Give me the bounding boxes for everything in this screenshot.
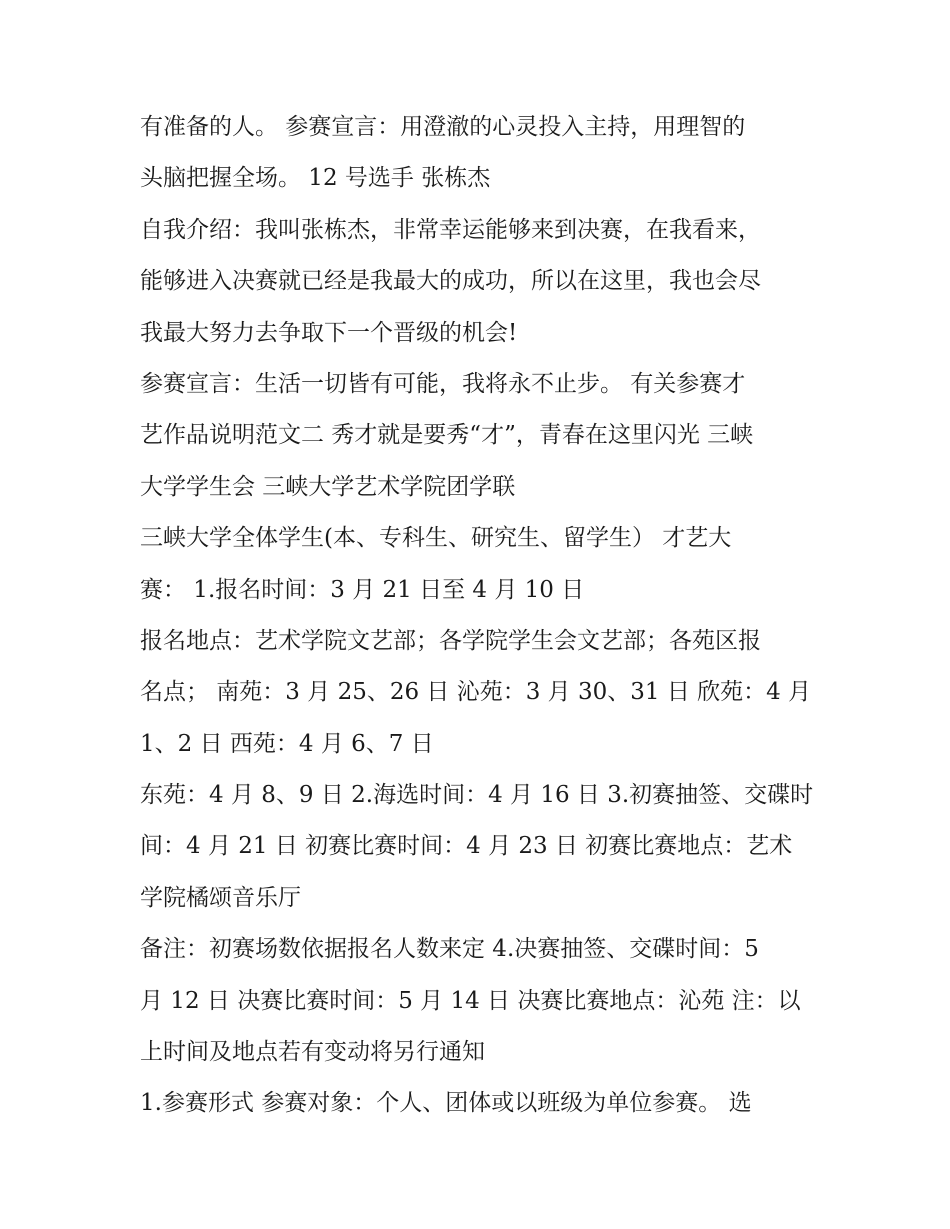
text-line-15: 间：4 月 21 日 初赛比赛时间：4 月 23 日 初赛比赛地点：艺术 [140,833,793,860]
text-line-17: 备注：初赛场数依据报名人数来定 4.决赛抽签、交碟时间：5 [140,936,759,963]
text-line-14: 东苑：4 月 8、9 日 2.海选时间：4 月 16 日 3.初赛抽签、交碟时 [140,782,814,809]
body-text [140,102,820,1130]
text-line-11: 报名地点：艺术学院文艺部；各学院学生会文艺部；各苑区报 [140,627,761,654]
text-line-6: 参赛宣言：生活一切皆有可能，我将永不止步。 有关参赛才 [140,370,746,397]
text-line-8: 大学学生会 三峡大学艺术学院团学联 [140,473,516,500]
text-line-1: 有准备的人。 参赛宣言：用澄澈的心灵投入主持，用理智的 [140,114,746,140]
text-line-4: 能够进入决赛就已经是我最大的成功，所以在这里，我也会尽 [140,268,761,295]
text-line-16: 学院橘颂音乐厅 [140,884,301,911]
text-line-18: 月 12 日 决赛比赛时间：5 月 14 日 决赛比赛地点：沁苑 注：以 [140,987,801,1014]
text-line-10: 赛： 1.报名时间：3 月 21 日至 4 月 10 日 [140,576,585,603]
text-line-13: 1、2 日 西苑：4 月 6、7 日 [140,730,434,757]
text-line-12: 名点； 南苑：3 月 25、26 日 沁苑：3 月 30、31 日 欣苑：4 月 [140,679,812,706]
text-line-2: 头脑把握全场。 12 号选手 张栋杰 [140,165,491,192]
text-line-3: 自我介绍：我叫张栋杰，非常幸运能够来到决赛，在我看来， [140,216,761,243]
text-line-7: 艺作品说明范文二 秀才就是要秀“才”，青春在这里闪光 三峡 [140,422,754,449]
text-line-5: 我最大努力去争取下一个晋级的机会! [140,319,518,346]
text-line-20: 1.参赛形式 参赛对象：个人、团体或以班级为单位参赛。 选 [140,1090,752,1117]
text-line-9: 三峡大学全体学生(本、专科生、研究生、留学生） 才艺大 [140,525,732,552]
text-line-19: 上时间及地点若有变动将另行通知 [140,1039,485,1066]
